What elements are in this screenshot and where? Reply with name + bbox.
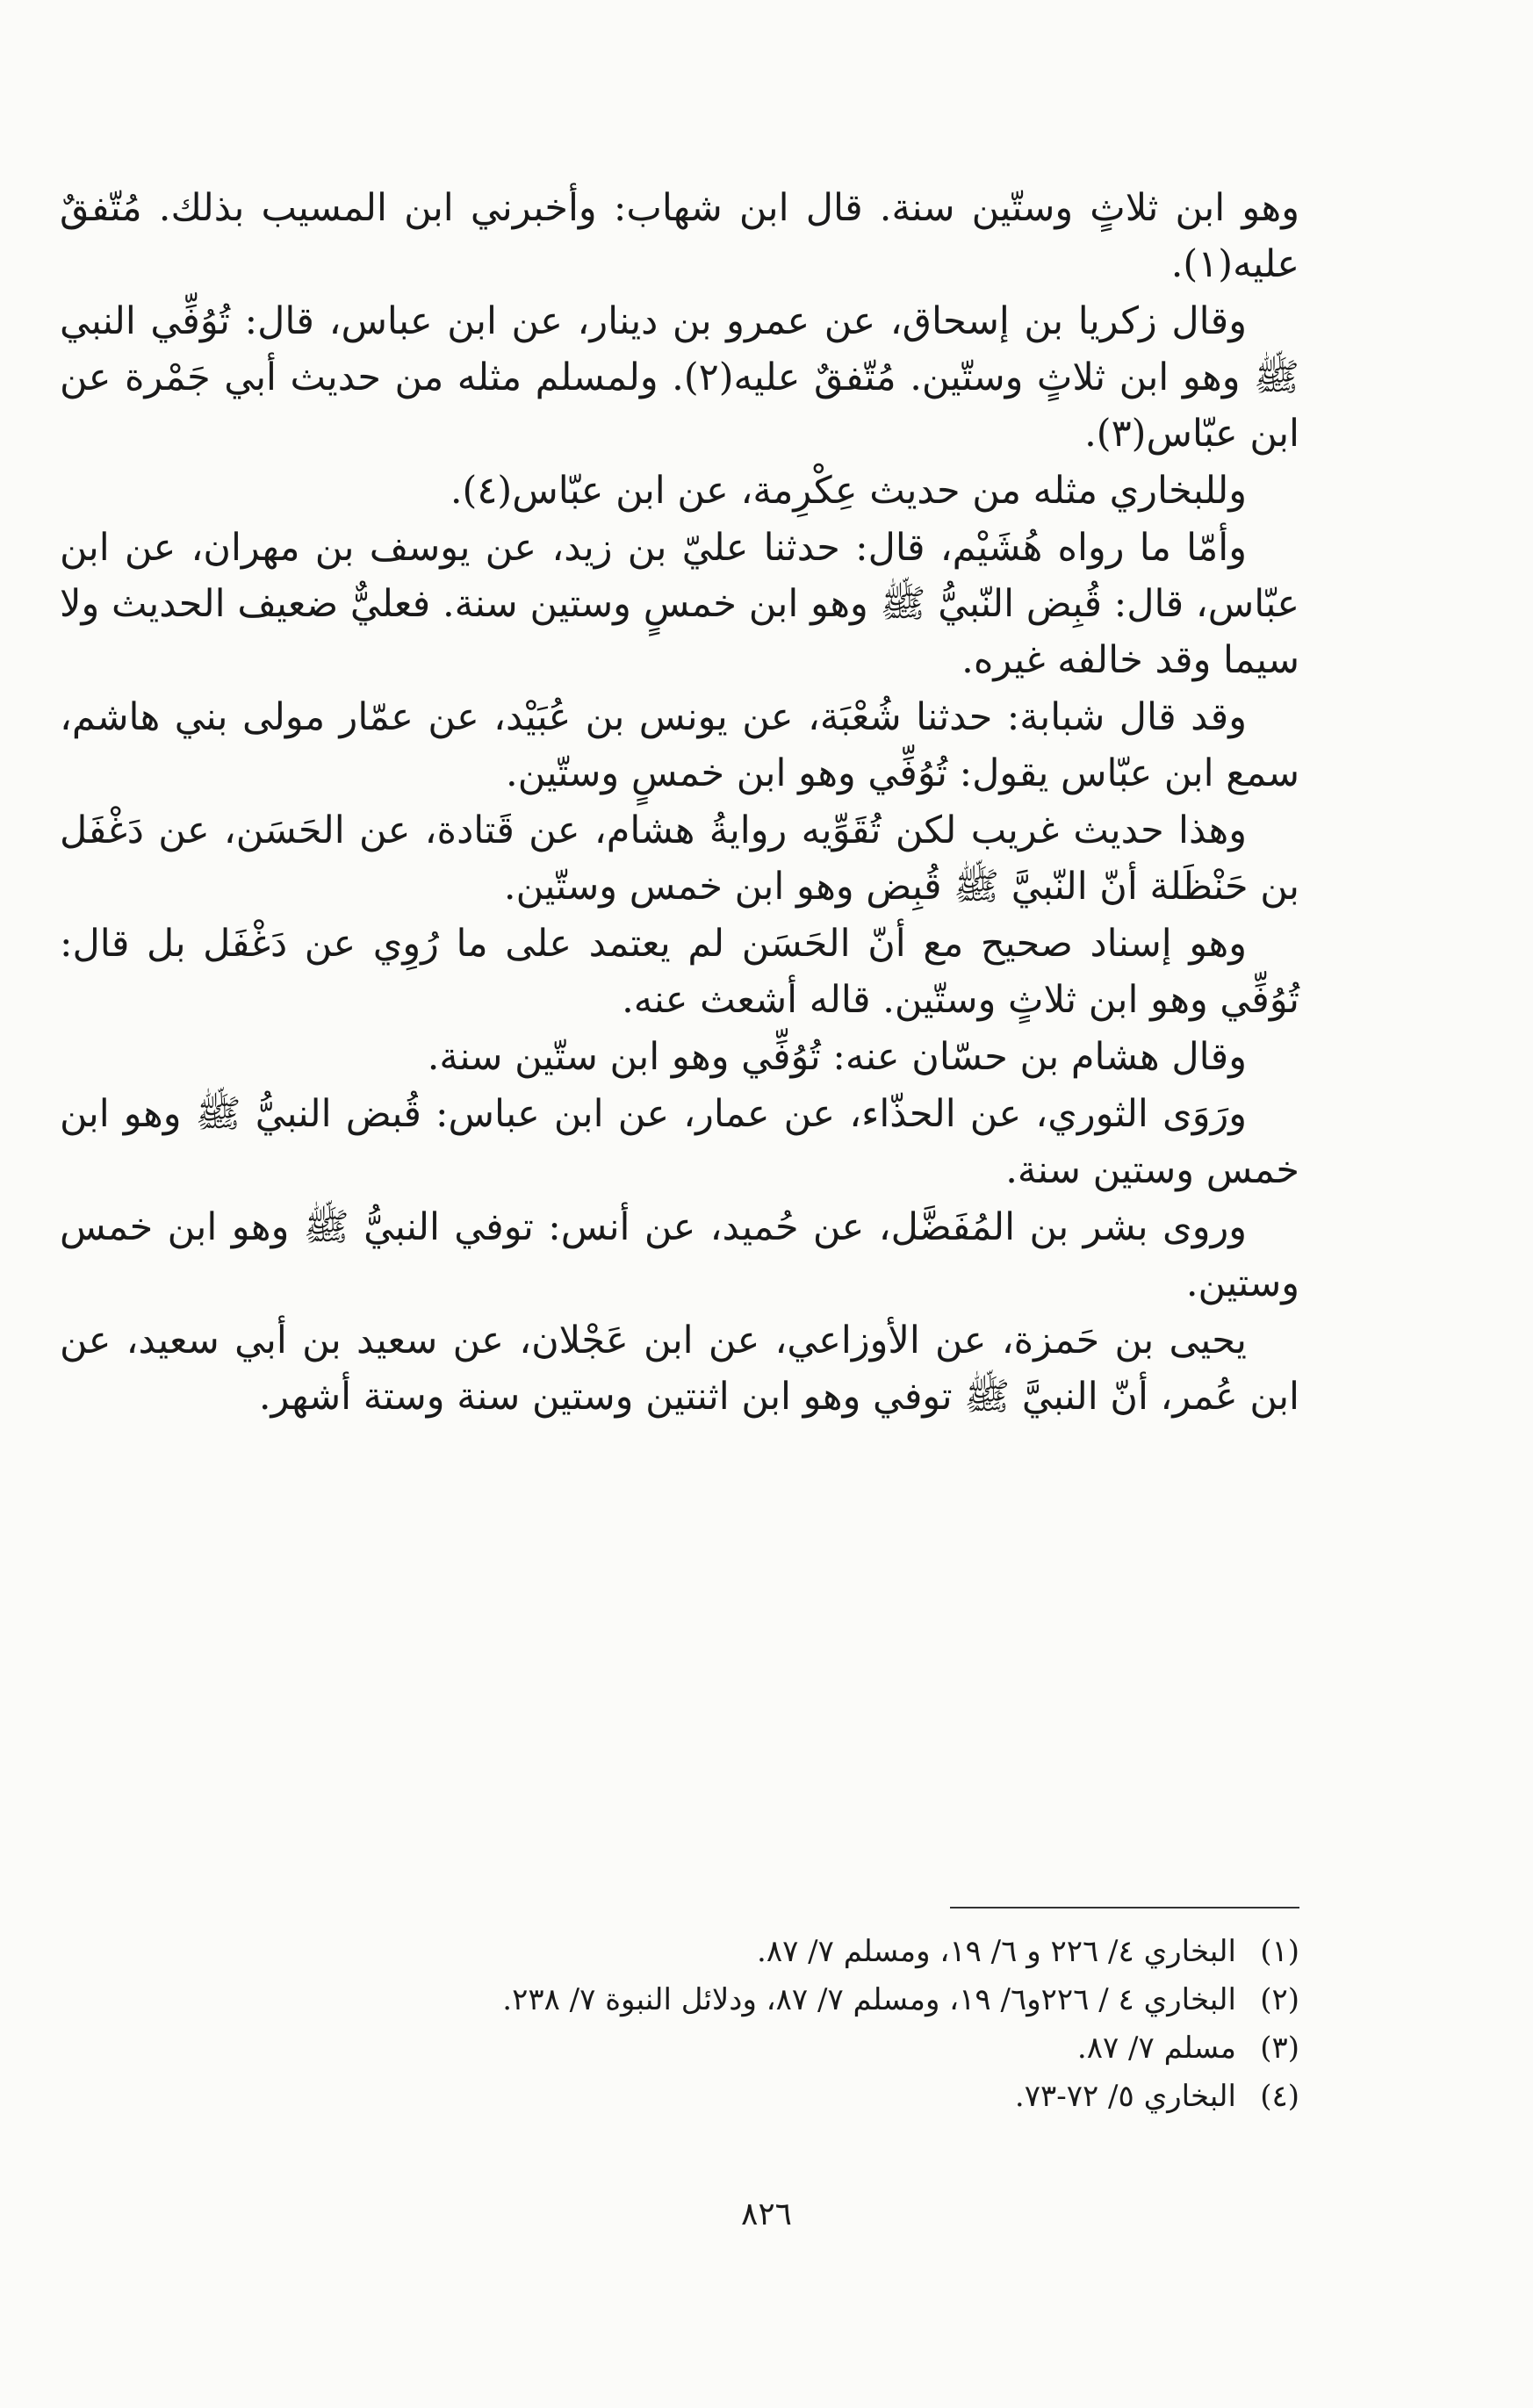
- paragraph: وأمّا ما رواه هُشَيْم، قال: حدثنا عليّ بن زيد، عن يوسف بن مهران، عن ابن عبّاس، قال: قُبِض النّبيُّ ﷺ وهو ابن خمسٍ وستين سنة. فعليٌّ ضعيف الحديث ولا سيما وقد خالفه غيره.: [60, 526, 1299, 682]
- footnote-number: (٢): [1260, 1982, 1299, 2017]
- footnote-text: البخاري ٤/ ٢٢٦ و ٦/ ١٩، ومسلم ٧/ ٨٧.: [757, 1934, 1236, 1969]
- footnote-text: البخاري ٤ / ٢٢٦و٦/ ١٩، ومسلم ٧/ ٨٧، ودلائل النبوة ٧/ ٢٣٨.: [502, 1982, 1236, 2017]
- paragraph: وللبخاري مثله من حديث عِكْرِمة، عن ابن عبّاس(٤).: [450, 469, 1247, 513]
- paragraph: وقال هشام بن حسّان عنه: تُوُفِّي وهو ابن ستّين سنة.: [427, 1035, 1247, 1079]
- footnote-separator: [950, 1907, 1299, 1908]
- main-text: [60, 180, 1299, 1426]
- footnote-text: البخاري ٥/ ٧٢-٧٣.: [1014, 2079, 1236, 2114]
- paragraph: وقد قال شبابة: حدثنا شُعْبَة، عن يونس بن عُبَيْد، عن عمّار مولى بني هاشم، سمع ابن عبّاس يقول: تُوُفِّي وهو ابن خمسٍ وستّين.: [60, 695, 1299, 795]
- paragraph: وهذا حديث غريب لكن تُقَوِّيه روايةُ هشام، عن قَتادة، عن الحَسَن، عن دَغْفَل بن حَنْظَلة أنّ النّبيَّ ﷺ قُبِض وهو ابن خمس وستّين.: [60, 809, 1299, 909]
- footnote: [263, 2073, 1299, 2121]
- footnote-number: (٣): [1260, 2031, 1299, 2066]
- footnote: [263, 2024, 1299, 2073]
- footnote: [263, 1976, 1299, 2024]
- page-number: ٨٢٦: [740, 2196, 792, 2232]
- paragraph: ورَوَى الثوري، عن الحذّاء، عن عمار، عن ابن عباس: قُبض النبيُّ ﷺ وهو ابن خمس وستين سنة.: [60, 1092, 1299, 1192]
- paragraph: وهو ابن ثلاثٍ وستّين سنة. قال ابن شهاب: وأخبرني ابن المسيب بذلك. مُتّفقٌ عليه(١).: [60, 186, 1299, 286]
- footnote-text: مسلم ٧/ ٨٧.: [1076, 2031, 1236, 2066]
- paragraph: وروى بشر بن المُفَضَّل، عن حُميد، عن أنس: توفي النبيُّ ﷺ وهو ابن خمس وستين.: [60, 1205, 1299, 1305]
- footnotes: [263, 1928, 1299, 2121]
- footnote-number: (٤): [1260, 2079, 1299, 2114]
- paragraph: وقال زكريا بن إسحاق، عن عمرو بن دينار، عن ابن عباس، قال: تُوُفِّي النبي ﷺ وهو ابن ثلاثٍ وستّين. مُتّفقٌ عليه(٢). ولمسلم مثله من حديث أبي جَمْرة عن ابن عبّاس(٣).: [60, 299, 1299, 456]
- footnote: [263, 1928, 1299, 1976]
- paragraph: وهو إسناد صحيح مع أنّ الحَسَن لم يعتمد على ما رُوِي عن دَغْفَل بل قال: تُوُفِّي وهو ابن ثلاثٍ وستّين. قاله أشعث عنه.: [60, 922, 1299, 1022]
- footnote-number: (١): [1260, 1934, 1299, 1969]
- paragraph: يحيى بن حَمزة، عن الأوزاعي، عن ابن عَجْلان، عن سعيد بن أبي سعيد، عن ابن عُمر، أنّ النبيَّ ﷺ توفي وهو ابن اثنتين وستين سنة وستة أشهر.: [60, 1319, 1299, 1419]
